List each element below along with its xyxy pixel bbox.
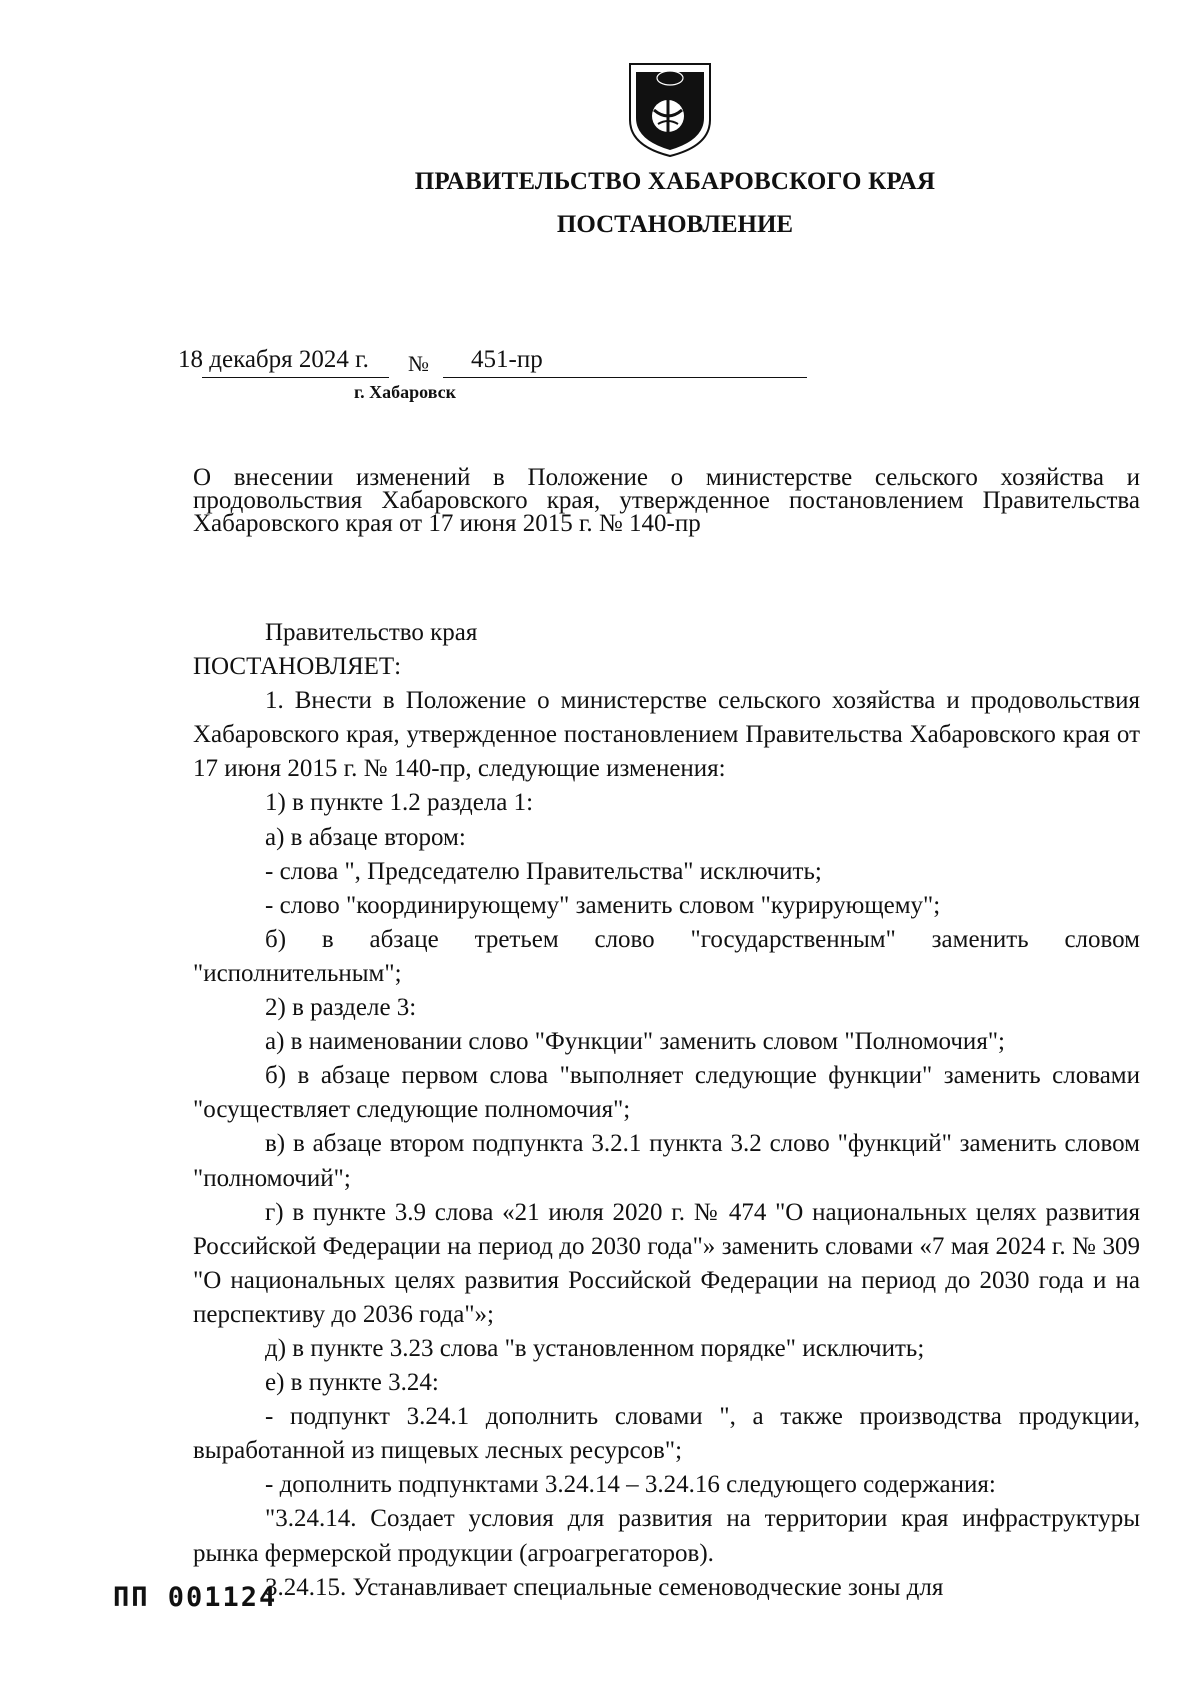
paragraph: а) в наименовании слово "Функции" заменить словом "Полномочия"; [265,1028,1005,1056]
paragraph: - слово "координирующему" заменить словом "курирующему"; [265,891,941,919]
form-serial-code: ПП 001124 [113,1582,278,1613]
date-underline [202,377,389,378]
city-name: г. Хабаровск [354,382,457,402]
paragraph: а) в абзаце втором: [265,823,466,851]
paragraph: - подпункт 3.24.1 дополнить словами ", а также производства продукции, выработанной из пищевых лесных ресурсов"; [193,1403,1140,1465]
paragraph: 2) в разделе 3: [265,994,417,1022]
paragraph: д) в пункте 3.23 слова "в установленном порядке" исключить; [265,1334,925,1362]
decree-date: 18 декабря 2024 г. [178,346,369,373]
document-type-title: ПОСТАНОВЛЕНИЕ [556,211,794,238]
number-sign: № [408,351,429,376]
paragraph: 3.24.15. Устанавливает специальные семеноводческие зоны для [265,1573,944,1601]
paragraph: г) в пункте 3.9 слова «21 июля 2020 г. № 474 "О национальных целях развития Российской Федерации на период до 2030 года"» заменить словами «7 мая 2024 г. № 309 "О национальных целях развития Российской Федерации на период до 2030 года и на перспективу до 2036 года"»; [193,1198,1140,1328]
government-title: ПРАВИТЕЛЬСТВО ХАБАРОВСКОГО КРАЯ [414,168,936,195]
paragraph: в) в абзаце втором подпункта 3.2.1 пункта 3.2 слово "функций" заменить словом "полномочий"; [193,1130,1140,1192]
paragraph: - дополнить подпунктами 3.24.14 – 3.24.16 следующего содержания: [265,1471,996,1499]
decree-number: 451-пр [471,346,543,373]
paragraph: е) в пункте 3.24: [265,1369,439,1397]
paragraph: 1. Внести в Положение о министерстве сельского хозяйства и продовольствия Хабаровского края, утвержденное постановлением Правительства Хабаровского края от 17 июня 2015 г. № 140-пр, следующие изменения: [193,687,1140,783]
paragraph: - слова ", Председателю Правительства" исключить; [265,857,822,885]
number-underline [443,377,807,378]
paragraph: б) в абзаце первом слова "выполняет следующие функции" заменить словами "осуществляет следующие полномочия"; [193,1062,1140,1124]
date-number-line [178,346,638,378]
paragraph: б) в абзаце третьем слово "государственным" заменить словом "исполнительным"; [193,925,1140,987]
decree-body [193,616,1140,1605]
paragraph: "3.24.14. Создает условия для развития на территории края инфраструктуры рынка фермерской продукции (агроагрегаторов). [193,1505,1140,1567]
decree-subject: О внесении изменений в Положение о министерстве сельского хозяйства и продовольствия Хабаровского края, утвержденное постановлением Правительства Хабаровского края от 17 июня 2015 г. № 140-пр [193,464,1140,537]
coat-of-arms-icon [628,62,712,158]
paragraph: Правительство края [265,619,478,646]
paragraph: 1) в пункте 1.2 раздела 1: [265,789,534,817]
paragraph: ПОСТАНОВЛЯЕТ: [193,653,402,681]
